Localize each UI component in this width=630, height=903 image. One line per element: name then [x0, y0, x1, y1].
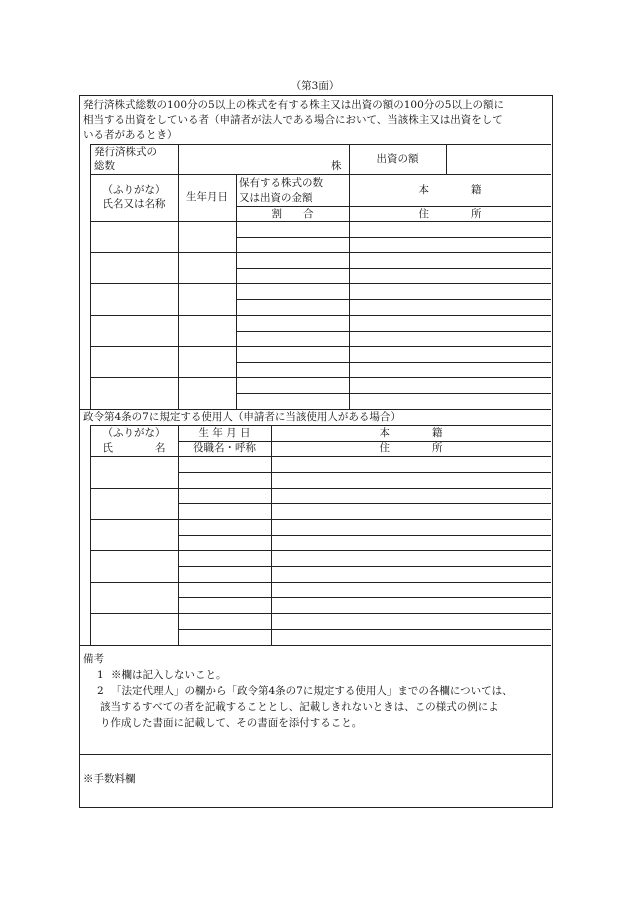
- note-2-number: 2: [97, 685, 104, 697]
- shareholders-heading-line: 相当する出資をしている者（申請者が法人である場合において、当該株主又は出資をして: [83, 114, 503, 126]
- fee-label: ※手数料欄: [83, 773, 136, 785]
- shares-unit: 株: [331, 160, 342, 172]
- employees-heading: 政令第4条の7に規定する使用人（申請者に当該使用人がある場合）: [83, 411, 401, 423]
- col-furigana: （ふりがな）: [102, 184, 166, 196]
- emp-col-name: 氏 名: [102, 442, 166, 454]
- notes-heading: 備考: [83, 653, 104, 665]
- col-ratio: 割 合: [271, 208, 314, 220]
- col-address: 住 所: [418, 208, 482, 220]
- emp-col-title: 役職名・呼称: [193, 442, 256, 454]
- emp-col-birth: 生 年 月 日: [198, 427, 251, 439]
- col-name: 氏名又は名称: [102, 198, 166, 210]
- col-birth: 生年月日: [186, 191, 228, 203]
- emp-col-domicile: 本 籍: [379, 427, 443, 439]
- shareholders-heading-line: 発行済株式総数の100分の5以上の株式を有する株主又は出資の額の100分の5以上の額に: [83, 99, 504, 111]
- col-holdings: 保有する株式の数: [239, 177, 323, 189]
- note-1-number: 1: [97, 669, 104, 681]
- note-2-line: 「法定代理人」の欄から「政令第4条の7に規定する使用人」までの各欄については、: [111, 685, 513, 697]
- total-shares-label: 発行済株式の: [94, 146, 157, 158]
- col-domicile: 本 籍: [418, 184, 482, 196]
- note-2-line: 該当するすべての者を記載することとし、記載しきれないときは、この様式の例によ: [100, 701, 499, 713]
- emp-col-furigana: （ふりがな）: [102, 427, 166, 439]
- note-2-line: り作成した書面に記載して、その書面を添付すること。: [100, 717, 363, 729]
- capital-amount-label: 出資の額: [376, 153, 419, 165]
- shareholders-heading-line: いる者があるとき）: [83, 129, 178, 141]
- emp-col-address: 住 所: [379, 442, 443, 454]
- note-1-text: ※欄は記入しないこと。: [111, 669, 227, 681]
- col-holdings-2: 又は出資の金額: [239, 192, 313, 204]
- total-shares-label-2: 総数: [94, 160, 115, 172]
- page-number-label: （第3面）: [290, 80, 340, 92]
